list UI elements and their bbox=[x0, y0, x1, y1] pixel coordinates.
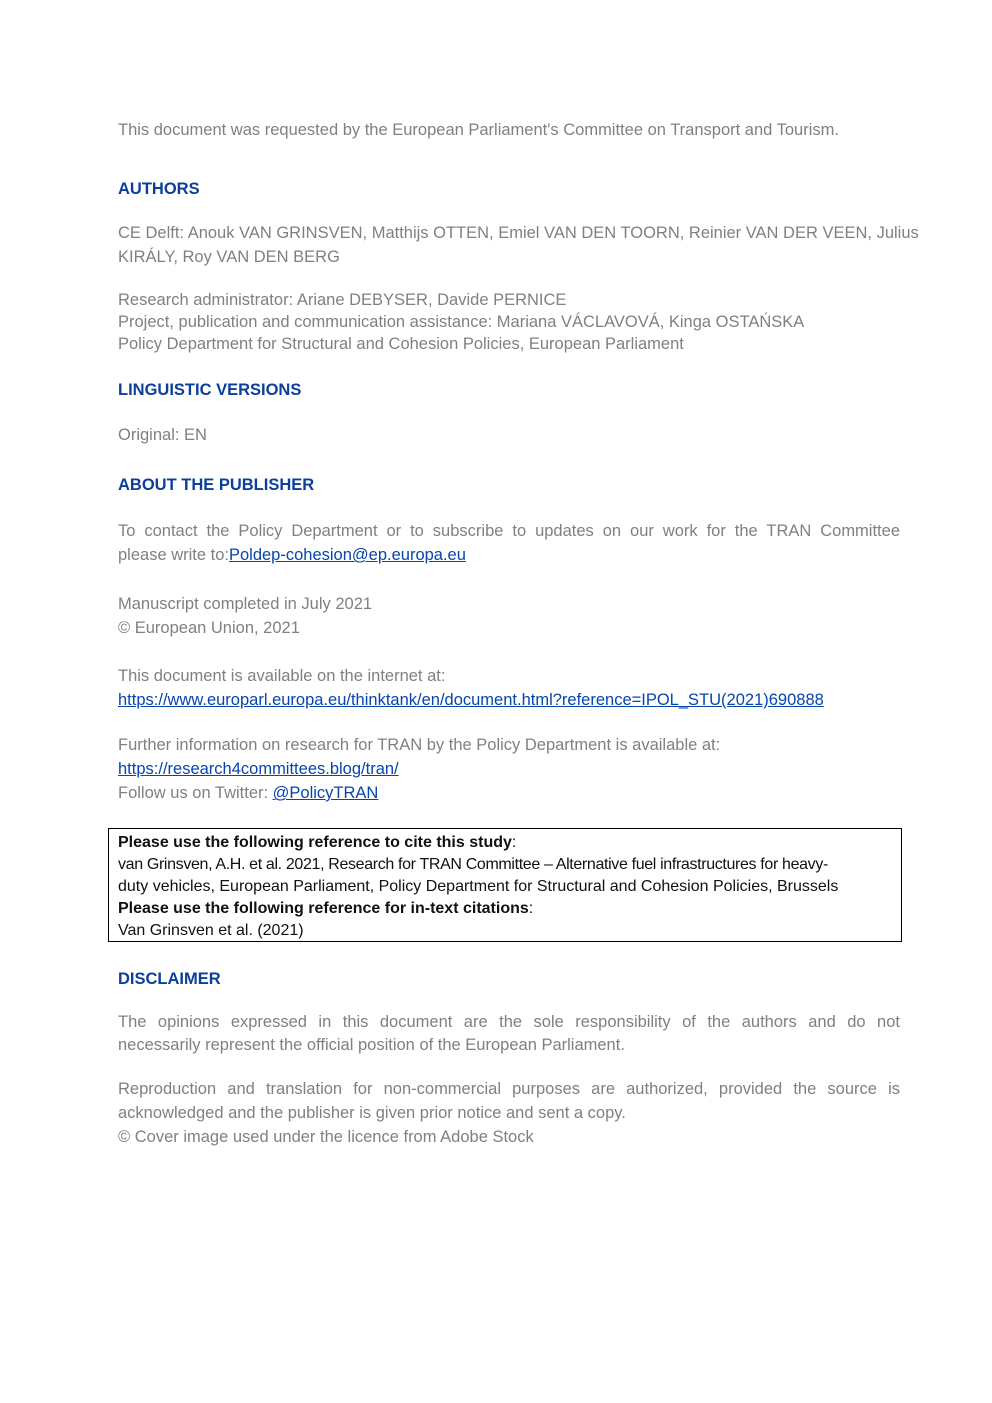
authors-list bbox=[118, 221, 919, 269]
disclaimer-line-2: necessarily represent the official position of the European Parliament. bbox=[118, 1036, 625, 1054]
availability-text: This document is available on the internet at: bbox=[118, 667, 446, 685]
copyright-line: © European Union, 2021 bbox=[118, 619, 300, 637]
citation-reference-line-2: duty vehicles, European Parliament, Policy Department for Structural and Cohesion Policies, Brussels bbox=[118, 878, 839, 895]
cover-image-credit: © Cover image used under the licence from Adobe Stock bbox=[118, 1128, 534, 1146]
manuscript-block bbox=[118, 592, 900, 640]
authors-line-1: CE Delft: Anouk VAN GRINSVEN, Matthijs OTTEN, Emiel VAN DEN TOORN, Reinier VAN DER VEEN, Julius bbox=[118, 224, 919, 242]
policy-department: Policy Department for Structural and Cohesion Policies, European Parliament bbox=[118, 335, 684, 353]
disclaimer-line-1: The opinions expressed in this document are the sole responsibility of the authors and do not bbox=[118, 1013, 900, 1031]
disclaimer-paragraph-2 bbox=[118, 1077, 900, 1149]
contact-line-1: To contact the Policy Department or to subscribe to updates on our work for the TRAN Committee bbox=[118, 522, 900, 540]
twitter-prefix: Follow us on Twitter: bbox=[118, 784, 273, 802]
availability-block bbox=[118, 664, 900, 712]
authors-heading: AUTHORS bbox=[118, 180, 200, 198]
staff-block bbox=[118, 289, 900, 355]
contact-prefix: please write to: bbox=[118, 546, 229, 564]
disclaimer-heading: DISCLAIMER bbox=[118, 970, 221, 988]
citation-colon: : bbox=[511, 834, 517, 851]
citation-reference-line-1: van Grinsven, A.H. et al. 2021, Research for TRAN Committee – Alternative fuel infrastructures for heavy- bbox=[118, 856, 828, 873]
reproduction-line-1: Reproduction and translation for non-commercial purposes are authorized, provided the source is bbox=[118, 1080, 900, 1098]
about-publisher-heading: ABOUT THE PUBLISHER bbox=[118, 476, 315, 494]
contact-line-2 bbox=[118, 543, 900, 567]
research-blog-link[interactable]: https://research4committees.blog/tran/ bbox=[118, 760, 399, 778]
intext-colon: : bbox=[528, 900, 534, 917]
reproduction-line-2: acknowledged and the publisher is given prior notice and sent a copy. bbox=[118, 1104, 626, 1122]
contact-email-link[interactable]: Poldep-cohesion@ep.europa.eu bbox=[228, 546, 466, 564]
contact-paragraph bbox=[118, 519, 900, 567]
citation-label-line bbox=[118, 832, 892, 854]
twitter-line bbox=[118, 781, 900, 805]
further-info-text: Further information on research for TRAN by the Policy Department is available at: bbox=[118, 736, 721, 754]
original-language: Original: EN bbox=[118, 426, 207, 444]
intro-text: This document was requested by the European Parliament's Committee on Transport and Tourism. bbox=[118, 121, 839, 139]
linguistic-versions-heading: LINGUISTIC VERSIONS bbox=[118, 381, 302, 399]
authors-line-2: KIRÁLY, Roy VAN DEN BERG bbox=[118, 248, 340, 266]
twitter-handle-link[interactable]: @PolicyTRAN bbox=[272, 784, 379, 802]
intext-citation: Van Grinsven et al. (2021) bbox=[118, 922, 304, 939]
intext-citation-label: Please use the following reference for in-text citations bbox=[118, 900, 529, 917]
further-info-block bbox=[118, 733, 900, 805]
intext-label-line bbox=[118, 898, 892, 920]
citation-label: Please use the following reference to cite this study bbox=[118, 834, 512, 851]
citation-box bbox=[108, 828, 902, 942]
research-administrator: Research administrator: Ariane DEBYSER, Davide PERNICE bbox=[118, 291, 567, 309]
disclaimer-paragraph-1 bbox=[118, 1011, 900, 1057]
publication-assistance: Project, publication and communication assistance: Mariana VÁCLAVOVÁ, Kinga OSTAŃSKA bbox=[118, 313, 805, 331]
document-url-link[interactable]: https://www.europarl.europa.eu/thinktank/en/document.html?reference=IPOL_STU(2021)690888 bbox=[118, 691, 824, 709]
manuscript-date: Manuscript completed in July 2021 bbox=[118, 595, 373, 613]
